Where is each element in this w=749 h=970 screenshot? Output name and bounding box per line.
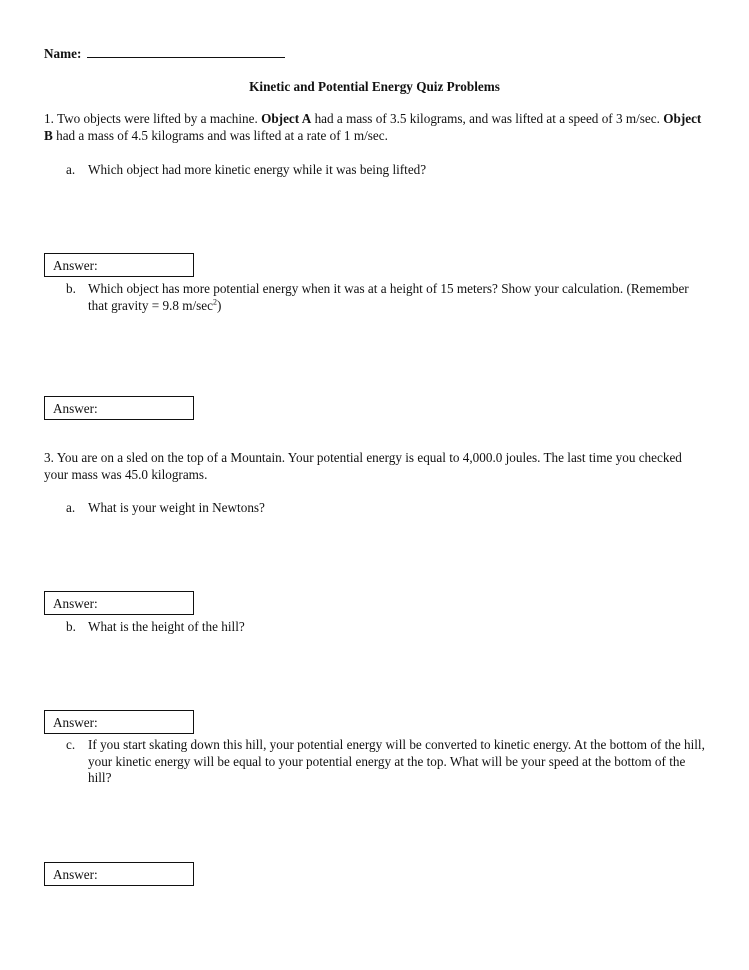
q3a-text: What is your weight in Newtons? <box>88 500 265 515</box>
question-3-intro: 3. You are on a sled on the top of a Mountain. Your potential energy is equal to 4,000.0 joules. The last time you checked your mass was 45.0 kilograms. <box>44 450 682 482</box>
q1a-letter: a. <box>66 162 76 177</box>
answer-box-q1a[interactable] <box>44 253 194 277</box>
object-a-label: Object A <box>261 111 312 126</box>
answer-label: Answer: <box>53 596 98 611</box>
question-3a <box>66 500 706 517</box>
answer-box-q1b[interactable] <box>44 396 194 420</box>
name-blank-line[interactable] <box>87 44 285 58</box>
answer-label: Answer: <box>53 258 98 273</box>
answer-box-q3b[interactable] <box>44 710 194 734</box>
question-3b <box>66 619 706 636</box>
q3b-letter: b. <box>66 619 76 634</box>
q3c-letter: c. <box>66 737 76 752</box>
q1b-superscript: 2 <box>213 297 217 307</box>
q1b-text-main: Which object has more potential energy when it was at a height of 15 meters? Show your calculation. (Remember that gravity = 9.8 m/sec <box>88 281 689 313</box>
answer-box-q3c[interactable] <box>44 862 194 886</box>
q1-intro-text-3: had a mass of 4.5 kilograms and was lifted at a rate of 1 m/sec. <box>52 127 388 143</box>
answer-box-q3a[interactable] <box>44 591 194 615</box>
q1b-letter: b. <box>66 281 76 296</box>
q3c-text: If you start skating down this hill, your potential energy will be converted to kinetic energy. At the bottom of the hill, your kinetic energy will be equal to your potential energy at the top. What will be your speed at the bottom of the hill? <box>88 737 705 785</box>
q1a-text: Which object had more kinetic energy while it was being lifted? <box>88 162 427 177</box>
question-1a <box>66 162 706 179</box>
question-3c <box>66 737 706 787</box>
name-field-row <box>44 44 285 63</box>
q1-intro-text-2: had a mass of 3.5 kilograms, and was lifted at a speed of 3 m/sec. <box>311 111 664 126</box>
q1b-text-end: ) <box>217 297 222 313</box>
answer-label: Answer: <box>53 867 98 882</box>
answer-label: Answer: <box>53 715 98 730</box>
question-1-intro <box>44 111 704 144</box>
q1-intro-text-1: 1. Two objects were lifted by a machine. <box>44 111 262 126</box>
q3a-letter: a. <box>66 500 76 515</box>
q3b-text: What is the height of the hill? <box>88 619 245 634</box>
name-label: Name: <box>44 46 82 61</box>
q1b-text <box>88 281 706 314</box>
question-1b <box>66 281 706 314</box>
answer-label: Answer: <box>53 401 98 416</box>
object-b-label: Object B <box>44 111 702 143</box>
page-title: Kinetic and Potential Energy Quiz Problems <box>249 79 500 94</box>
